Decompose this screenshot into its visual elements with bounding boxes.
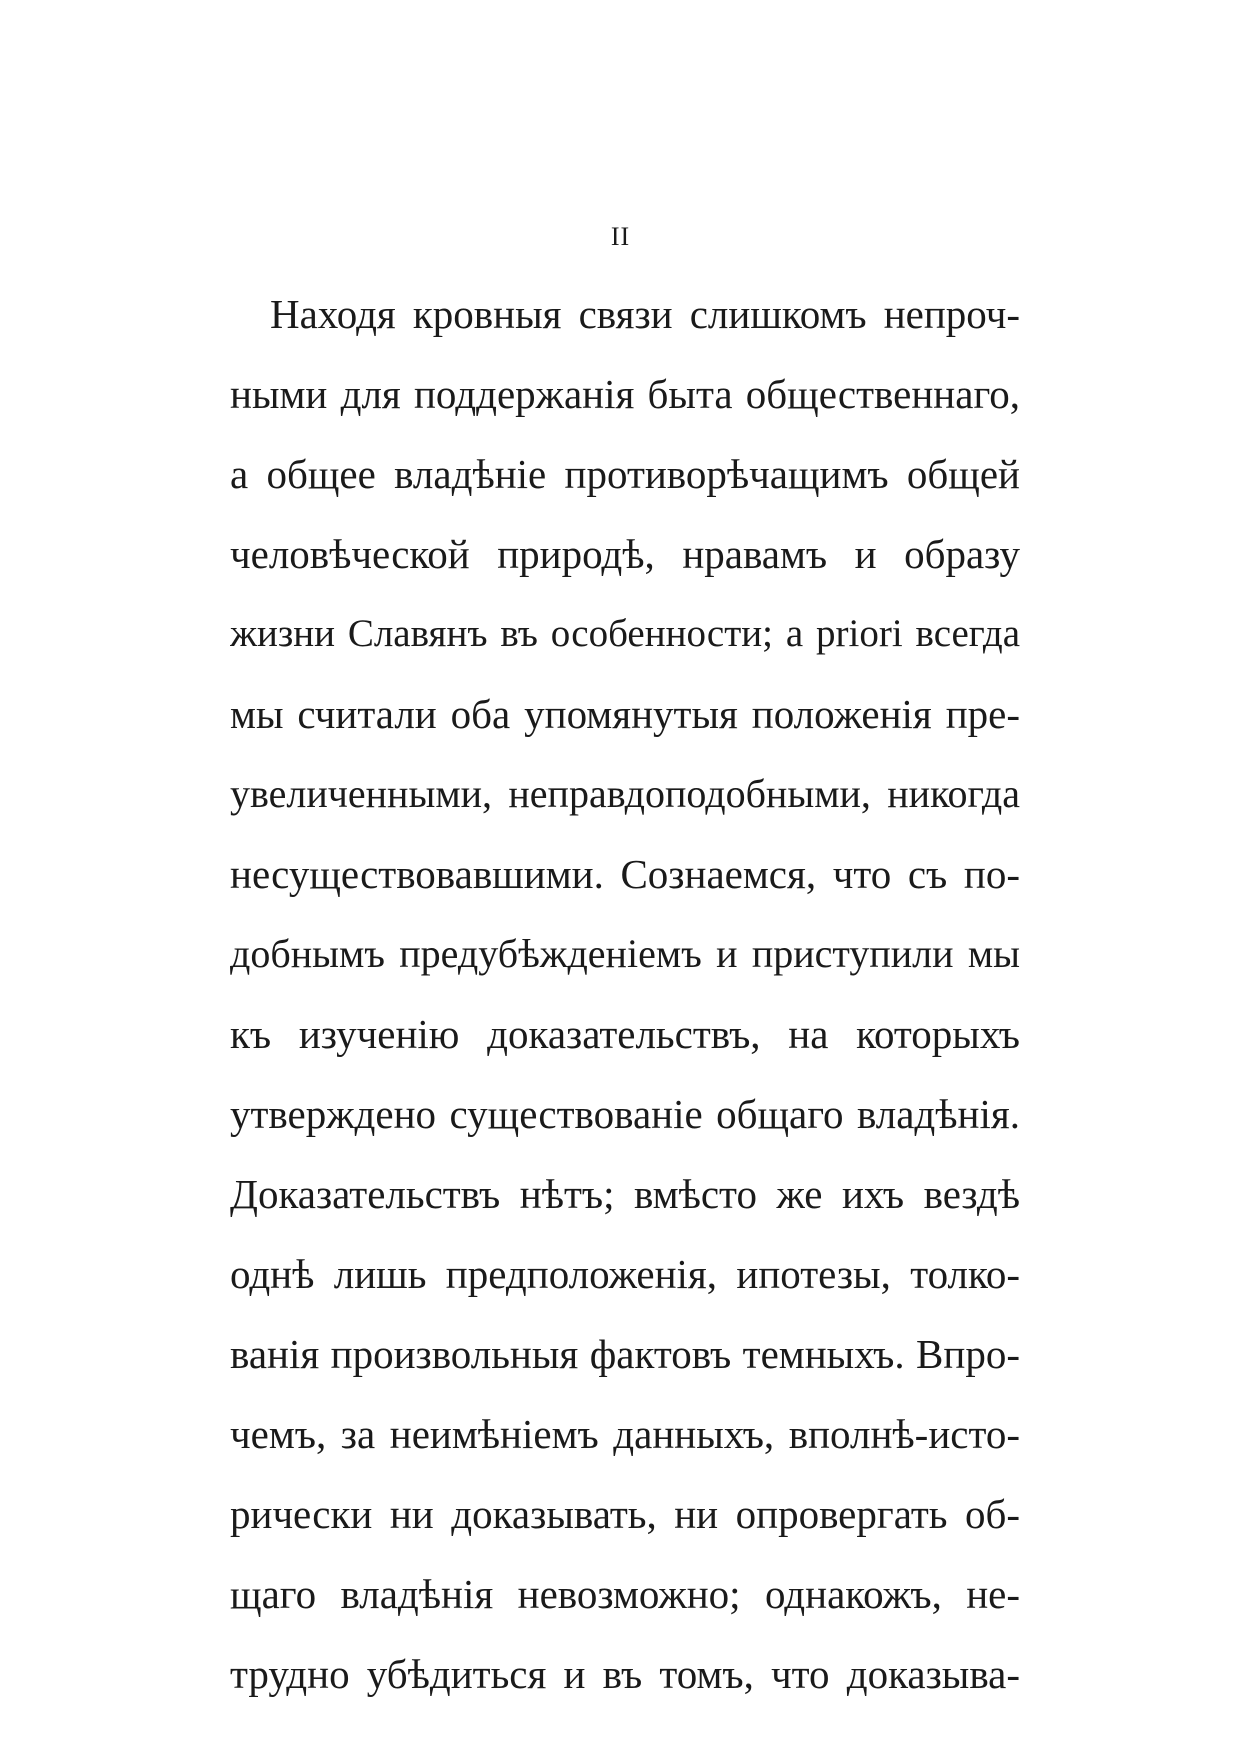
- body-text: [230, 284, 1020, 1724]
- text-line: увеличенными, неправдоподобными, никогда: [230, 771, 1020, 816]
- text-line: Находя кровныя связи слишкомъ непроч-: [270, 291, 1020, 337]
- text-line: трудно убѣдиться и въ томъ, что доказыва-: [230, 1651, 1020, 1697]
- text-line: къ изученію доказательствъ, на которыхъ: [230, 1011, 1020, 1057]
- text-line: а общее владѣніе противорѣчащимъ общей: [230, 451, 1020, 497]
- text-line: однѣ лишь предположенія, ипотезы, толко-: [230, 1251, 1020, 1297]
- page-number: II: [610, 222, 631, 251]
- text-line: утверждено существованіе общаго владѣнія.: [230, 1091, 1020, 1137]
- text-line: рически ни доказывать, ни опровергать об-: [230, 1491, 1020, 1537]
- text-line: несуществовавшими. Сознаемся, что съ по-: [230, 851, 1020, 897]
- text-line: добнымъ предубѣжденіемъ и приступили мы: [230, 931, 1020, 976]
- text-line: жизни Славянъ въ особенности; а priori всегда: [230, 612, 1020, 655]
- text-line: щаго владѣнія невозможно; однакожъ, не-: [230, 1571, 1020, 1617]
- text-line: ванія произвольныя фактовъ темныхъ. Впро-: [230, 1331, 1020, 1377]
- text-line: Доказательствъ нѣтъ; вмѣсто же ихъ вездѣ: [230, 1171, 1020, 1217]
- text-line: чемъ, за неимѣніемъ данныхъ, вполнѣ-исто-: [230, 1411, 1020, 1457]
- text-line: человѣческой природѣ, нравамъ и образу: [230, 531, 1020, 577]
- text-line: мы считали оба упомянутыя положенія пре-: [230, 691, 1020, 737]
- text-line: ными для поддержанія быта общественнаго,: [230, 371, 1020, 417]
